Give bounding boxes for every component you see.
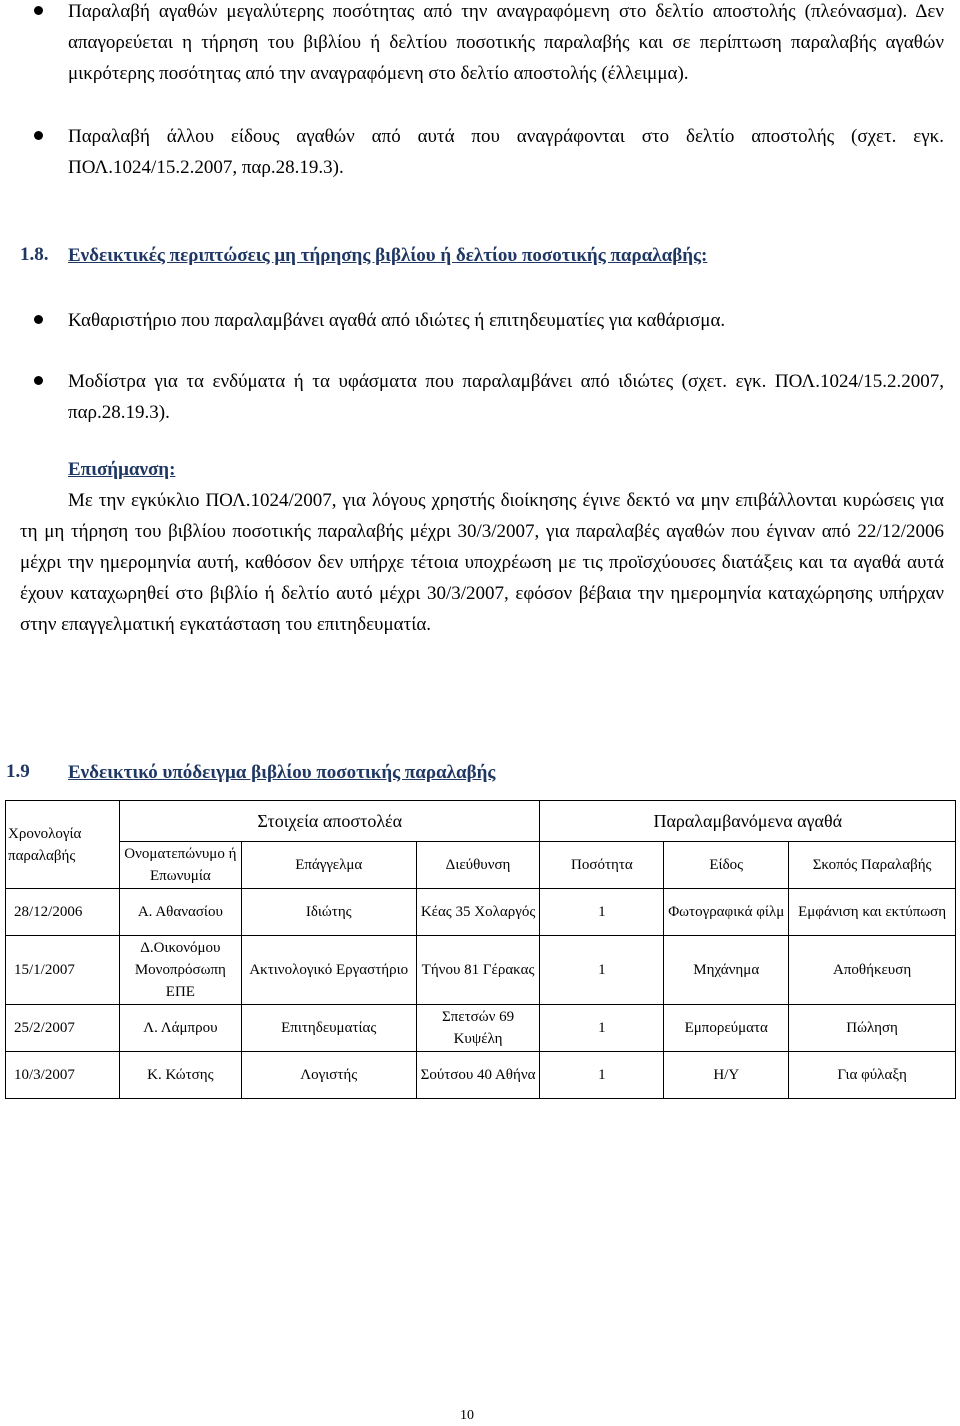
header-date: Χρονολογία παραλαβής xyxy=(6,801,120,889)
header-goods-group: Παραλαμβανόμενα αγαθά xyxy=(540,801,956,842)
cell-name: Α. Αθανασίου xyxy=(119,889,241,936)
note-lead: Με την εγκύκλιο ΠΟΛ.1024/2007, xyxy=(68,490,337,511)
section-number-1-8: 1.8. xyxy=(20,244,49,265)
table-row xyxy=(6,1005,956,1052)
cell-quantity: 1 xyxy=(540,936,664,1005)
cell-quantity: 1 xyxy=(540,1005,664,1052)
cell-profession: Ακτινολογικό Εργαστήριο xyxy=(241,936,416,1005)
cell-name: Κ. Κώτσης xyxy=(119,1052,241,1099)
cell-profession: Ιδιώτης xyxy=(241,889,416,936)
note-title: Επισήμανση: xyxy=(68,459,176,480)
cell-address: Κέας 35 Χολαργός xyxy=(416,889,540,936)
header-sender-group: Στοιχεία αποστολέα xyxy=(119,801,540,842)
section-number-1-9: 1.9 xyxy=(6,761,30,782)
note-text: για λόγους χρηστής διοίκησης έγινε δεκτό να μην επιβάλλονται κυρώσεις για τη μη τήρηση του βιβλίου ποσοτικής παραλαβής μέχρι 30/3/2007, για παραλαβές αγαθών που έγιναν από 22/12/2006 μέχρι την ημερομηνία αυτή, καθόσον δεν υπήρχε τέτοια υποχρέωση με τις προϊσχύουσες διατάξεις και τα αγαθά αυτά έχουν καταχωρηθεί στο βιβλίο ή δελτίο αυτό μέχρι 30/3/2007, εφόσον βέβαια την ημερομηνία καταχώρησης υπήρχαν στην επαγγελματική εγκατάσταση του επιτηδευματία. xyxy=(20,490,944,635)
header-kind: Είδος xyxy=(664,842,789,889)
section-title-1-9: Ενδεικτικό υπόδειγμα βιβλίου ποσοτικής παραλαβής xyxy=(68,762,496,783)
header-address: Διεύθυνση xyxy=(416,842,540,889)
cell-purpose: Εμφάνιση και εκτύπωση xyxy=(789,889,956,936)
cell-quantity: 1 xyxy=(540,889,664,936)
bullet-item-other-kind: Παραλαβή άλλου είδους αγαθών από αυτά που αναγράφονται στο δελτίο αποστολής (σχετ. εγκ. ΠΟΛ.1024/15.2.2007, παρ.28.19.3). xyxy=(68,121,944,183)
cell-address: Σπετσών 69 Κυψέλη xyxy=(416,1005,540,1052)
section-heading-1-9 xyxy=(68,757,944,788)
cell-kind: Εμπορεύματα xyxy=(664,1005,789,1052)
section-title-1-8: Ενδεικτικές περιπτώσεις μη τήρησης βιβλίου ή δελτίου ποσοτικής παραλαβής: xyxy=(68,245,708,266)
cell-name: Λ. Λάμπρου xyxy=(119,1005,241,1052)
table-row xyxy=(6,1052,956,1099)
cell-name: Δ.Οικονόμου Μονοπρόσωπη ΕΠΕ xyxy=(119,936,241,1005)
bullet-item-surplus: Παραλαβή αγαθών μεγαλύτερης ποσότητας από την αναγραφόμενη στο δελτίο αποστολής (πλεόνασμα). Δεν απαγορεύεται η τήρηση του βιβλίου ή δελτίου ποσοτικής παραλαβής και σε περίπτωση παραλαβής αγαθών μικρότερης ποσότητας από την αναγραφόμενη στο δελτίο αποστολής (έλλειμμα). xyxy=(68,0,944,89)
section-heading-1-8 xyxy=(68,240,944,271)
cell-kind: Η/Υ xyxy=(664,1052,789,1099)
cell-address: Τήνου 81 Γέρακας xyxy=(416,936,540,1005)
cell-purpose: Πώληση xyxy=(789,1005,956,1052)
page-number: 10 xyxy=(460,1408,474,1423)
cell-purpose: Αποθήκευση xyxy=(789,936,956,1005)
receipt-ledger-table xyxy=(5,800,956,1099)
cell-profession: Επιτηδευματίας xyxy=(241,1005,416,1052)
header-purpose: Σκοπός Παραλαβής xyxy=(789,842,956,889)
cell-date: 15/1/2007 xyxy=(6,936,120,1005)
cell-quantity: 1 xyxy=(540,1052,664,1099)
table-row xyxy=(6,936,956,1005)
cell-date: 25/2/2007 xyxy=(6,1005,120,1052)
cell-kind: Φωτογραφικά φίλμ xyxy=(664,889,789,936)
header-profession: Επάγγελμα xyxy=(241,842,416,889)
table-row xyxy=(6,889,956,936)
cell-purpose: Για φύλαξη xyxy=(789,1052,956,1099)
bullet-item-seamstress: Μοδίστρα για τα ενδύματα ή τα υφάσματα που παραλαμβάνει από ιδιώτες (σχετ. εγκ. ΠΟΛ.1024/15.2.2007, παρ.28.19.3). xyxy=(68,366,944,428)
cell-profession: Λογιστής xyxy=(241,1052,416,1099)
cell-kind: Μηχάνημα xyxy=(664,936,789,1005)
cell-date: 28/12/2006 xyxy=(6,889,120,936)
cell-date: 10/3/2007 xyxy=(6,1052,120,1099)
note-paragraph xyxy=(20,485,944,640)
header-quantity: Ποσότητα xyxy=(540,842,664,889)
header-name: Ονοματεπώνυμο ή Επωνυμία xyxy=(119,842,241,889)
cell-address: Σούτσου 40 Αθήνα xyxy=(416,1052,540,1099)
bullet-item-dry-cleaner: Καθαριστήριο που παραλαμβάνει αγαθά από ιδιώτες ή επιτηδευματίες για καθάρισμα. xyxy=(68,305,944,336)
